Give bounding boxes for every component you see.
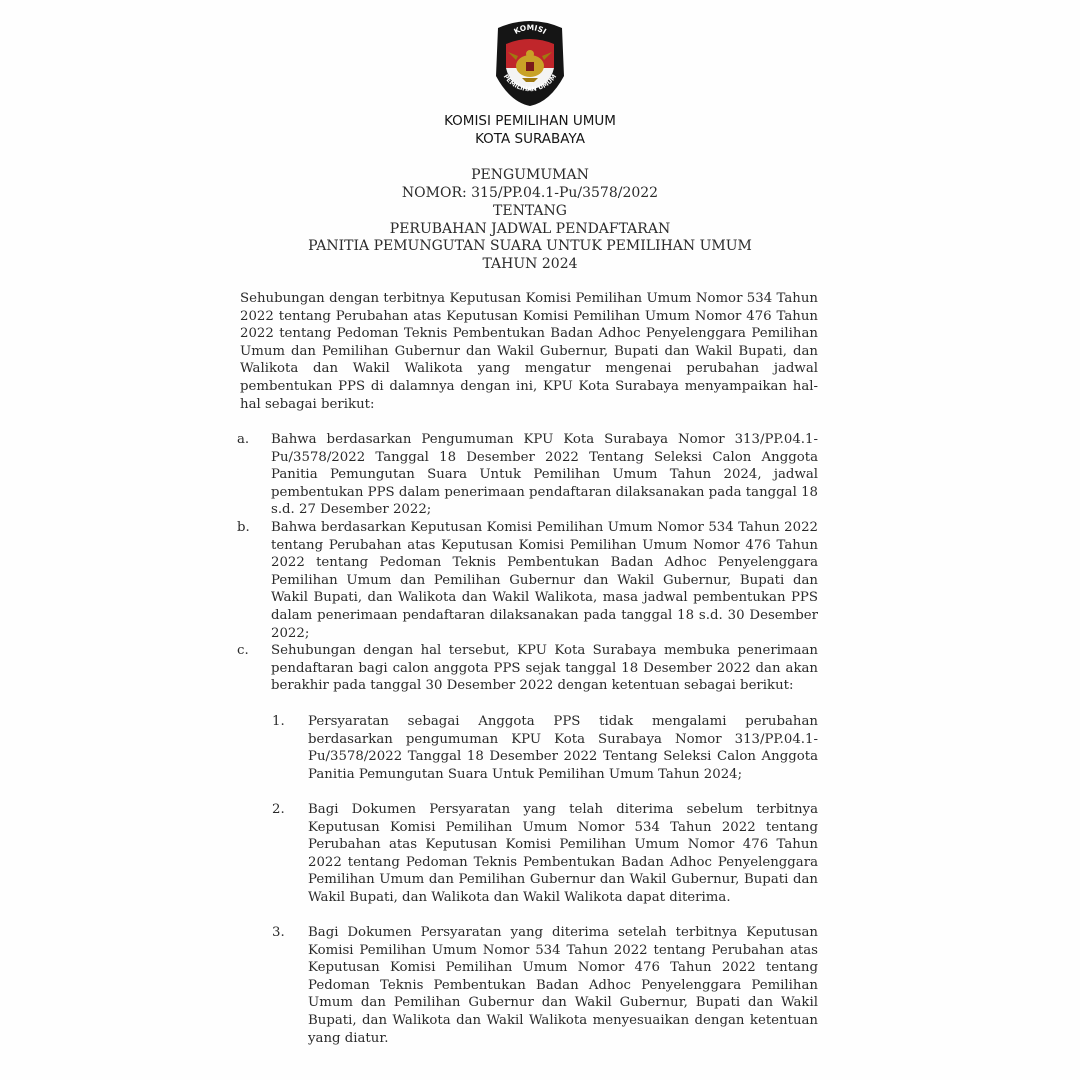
announcement-title: PENGUMUMAN — [471, 167, 589, 183]
sublist-marker: 3. — [272, 925, 285, 940]
sublist-marker: 2. — [272, 802, 285, 817]
sublist-item-3 — [272, 924, 818, 1047]
kpu-logo — [490, 16, 570, 108]
logo-top-text: KOMISI — [512, 22, 548, 37]
logo-bottom-text: PEMILIHAN UMUM — [501, 73, 559, 94]
list-item-a — [237, 431, 818, 519]
list-item-b — [237, 519, 818, 642]
list-item-text: Sehubungan dengan hal tersebut, KPU Kota Surabaya membuka penerimaan pendaftaran bagi calon anggota PPS sejak tanggal 18 Desember 2022 dan akan berakhir pada tanggal 30 Desember 2022 dengan ketentuan sebagai berikut: — [271, 643, 818, 694]
intro-paragraph: Sehubungan dengan terbitnya Keputusan Komisi Pemilihan Umum Nomor 534 Tahun 2022 tentang Perubahan atas Keputusan Komisi Pemilihan Umum Nomor 476 Tahun 2022 tentang Pedoman Teknis Pembentukan Badan Adhoc Penyelenggara Pemilihan Umum dan Pemilihan Gubernur dan Wakil Gubernur, Bupati dan Wakil Bupati, dan Walikota dan Wakil Walikota yang mengatur mengenai perubahan jadwal pembentukan PPS di dalamnya dengan ini, KPU Kota Surabaya menyampaikan hal-hal sebagai berikut: — [240, 291, 818, 412]
list-marker: b. — [237, 520, 250, 535]
list-item-text: Bahwa berdasarkan Keputusan Komisi Pemilihan Umum Nomor 534 Tahun 2022 tentang Perubahan atas Keputusan Komisi Pemilihan Umum Nomor 476 Tahun 2022 tentang Pedoman Teknis Pembentukan Badan Adhoc Penyelenggara Pemilihan Umum dan Pemilihan Gubernur dan Wakil Gubernur, Bupati dan Wakil Bupati, dan Walikota dan Wakil Walikota, masa jadwal pembentukan PPS dalam penerimaan pendaftaran dilaksanakan pada tanggal 18 s.d. 30 Desember 2022; — [271, 520, 818, 641]
sublist-item-1 — [272, 713, 818, 783]
list-marker: c. — [237, 643, 249, 658]
announcement-number: NOMOR: 315/PP.04.1-Pu/3578/2022 — [401, 185, 659, 201]
sublist-marker: 1. — [272, 714, 285, 729]
sublist-item-text: Persyaratan sebagai Anggota PPS tidak mengalami perubahan berdasarkan pengumuman KPU Kota Surabaya Nomor 313/PP.04.1-Pu/3578/2022 Tanggal 18 Desember 2022 Tentang Seleksi Calon Anggota Panitia Pemungutan Suara Untuk Pemilihan Umum Tahun 2024; — [308, 714, 818, 782]
organization-city: KOTA SURABAYA — [475, 131, 585, 147]
sublist-item-text: Bagi Dokumen Persyaratan yang diterima setelah terbitnya Keputusan Komisi Pemilihan Umum Nomor 534 Tahun 2022 tentang Perubahan atas Keputusan Komisi Pemilihan Umum Nomor 476 Tahun 2022 tentang Pedoman Teknis Pembentukan Badan Adhoc Penyelenggara Pemilihan Umum dan Pemilihan Gubernur dan Wakil Gubernur, Bupati dan Wakil Bupati, dan Walikota dan Wakil Walikota menyesuaikan dengan ketentuan yang diatur. — [308, 925, 818, 1046]
announcement-about: TENTANG — [493, 203, 567, 219]
sublist-item-2 — [272, 801, 818, 907]
announcement-subject-line3: TAHUN 2024 — [482, 256, 578, 272]
announcement-subject-line2: PANITIA PEMUNGUTAN SUARA UNTUK PEMILIHAN UMUM — [308, 238, 752, 254]
organization-name: KOMISI PEMILIHAN UMUM — [444, 113, 616, 129]
list-item-c — [237, 642, 818, 695]
announcement-subject-line1: PERUBAHAN JADWAL PENDAFTARAN — [389, 221, 671, 237]
list-item-text: Bahwa berdasarkan Pengumuman KPU Kota Surabaya Nomor 313/PP.04.1-Pu/3578/2022 Tanggal 18 Desember 2022 Tentang Seleksi Calon Anggota Panitia Pemungutan Suara Untuk Pemilihan Umum Tahun 2024, jadwal pembentukan PPS dalam penerimaan pendaftaran dilaksanakan pada tanggal 18 s.d. 27 Desember 2022; — [271, 432, 818, 518]
list-marker: a. — [237, 432, 250, 447]
sublist-item-text: Bagi Dokumen Persyaratan yang telah diterima sebelum terbitnya Keputusan Komisi Pemilihan Umum Nomor 534 Tahun 2022 tentang Perubahan atas Keputusan Komisi Pemilihan Umum Nomor 476 Tahun 2022 tentang Pedoman Teknis Pembentukan Badan Adhoc Penyelenggara Pemilihan Umum dan Pemilihan Gubernur dan Wakil Gubernur, Bupati dan Wakil Bupati, dan Walikota dan Wakil Walikota dapat diterima. — [308, 802, 818, 905]
